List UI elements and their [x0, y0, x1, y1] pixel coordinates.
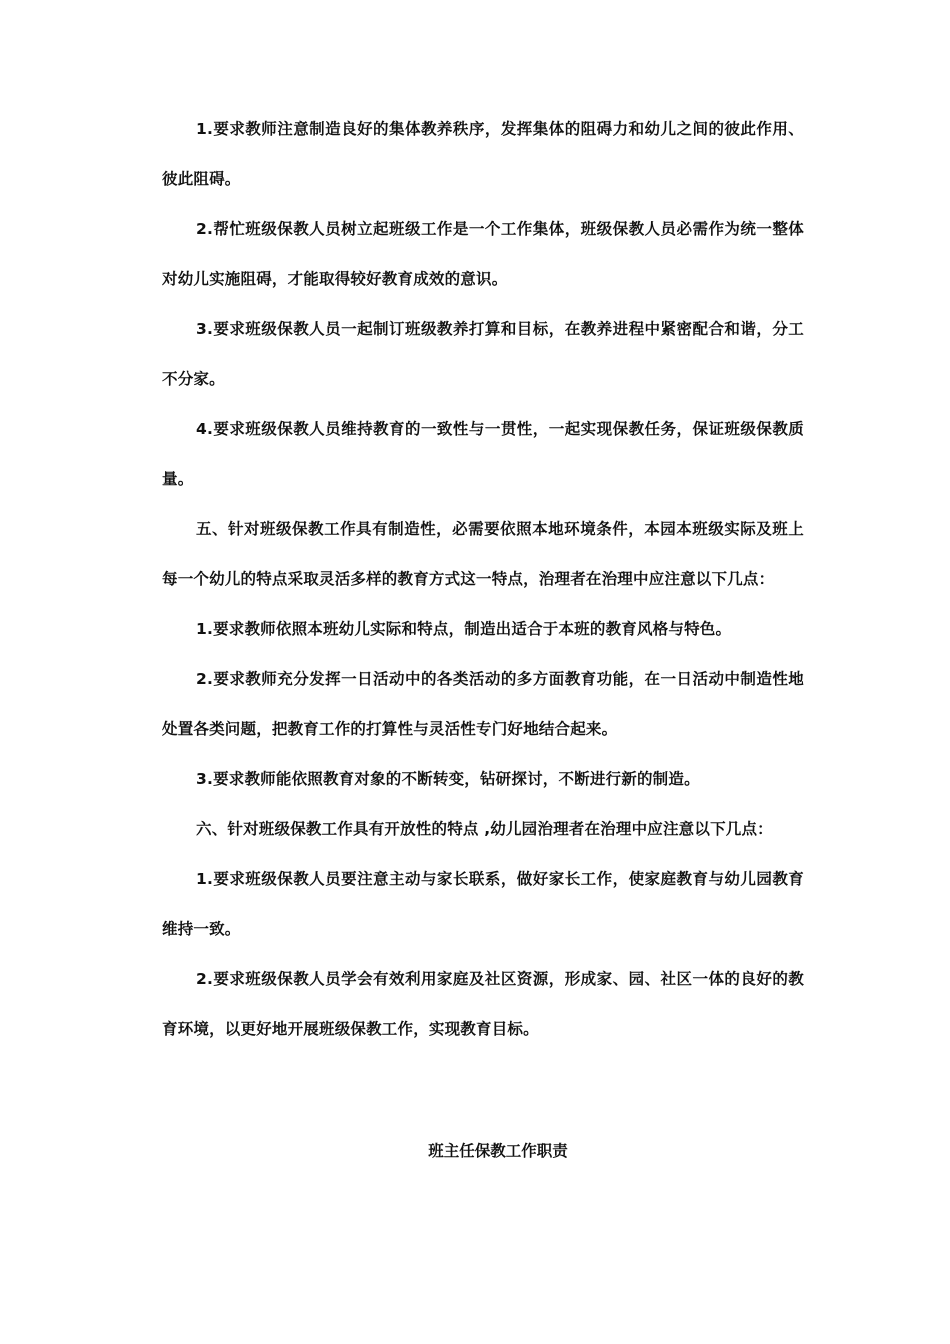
- paragraph-2: 2.帮忙班级保教人员树立起班级工作是一个工作集体，班级保教人员必需作为统一整体对幼儿实施阻碍，才能取得较好教育成效的意识。: [162, 220, 804, 288]
- paragraph-1: 1.要求教师注意制造良好的集体教养秩序，发挥集体的阻碍力和幼儿之间的彼此作用、彼此阻碍。: [162, 120, 804, 188]
- section-five-intro: 五、针对班级保教工作具有制造性，必需要依照本地环境条件，本园本班级实际及班上每一个幼儿的特点采取灵活多样的教育方式这一特点，治理者在治理中应注意以下几点：: [162, 520, 804, 588]
- paragraph-3: 3.要求班级保教人员一起制订班级教养打算和目标，在教养进程中紧密配合和谐，分工不分家。: [162, 320, 804, 388]
- paragraph-7: 2.要求教师充分发挥一日活动中的各类活动的多方面教育功能，在一日活动中制造性地处置各类问题，把教育工作的打算性与灵活性专门好地结合起来。: [162, 670, 804, 738]
- section-heading: 班主任保教工作职责: [428, 1142, 568, 1160]
- document-body: [162, 104, 804, 1054]
- paragraph-8: 3.要求教师能依照教育对象的不断转变，钻研探讨，不断进行新的制造。: [196, 770, 700, 788]
- paragraph-6: 1.要求教师依照本班幼儿实际和特点，制造出适合于本班的教育风格与特色。: [196, 620, 732, 638]
- paragraph-4: 4.要求班级保教人员维持教育的一致性与一贯性，一起实现保教任务，保证班级保教质量。: [162, 420, 804, 488]
- section-six-intro: 六、针对班级保教工作具有开放性的特点 ,幼儿园治理者在治理中应注意以下几点：: [196, 820, 773, 838]
- paragraph-11: 2.要求班级保教人员学会有效利用家庭及社区资源，形成家、园、社区一体的良好的教育环境，以更好地开展班级保教工作，实现教育目标。: [162, 970, 804, 1038]
- paragraph-10: 1.要求班级保教人员要注意主动与家长联系，做好家长工作，使家庭教育与幼儿园教育维持一致。: [162, 870, 804, 938]
